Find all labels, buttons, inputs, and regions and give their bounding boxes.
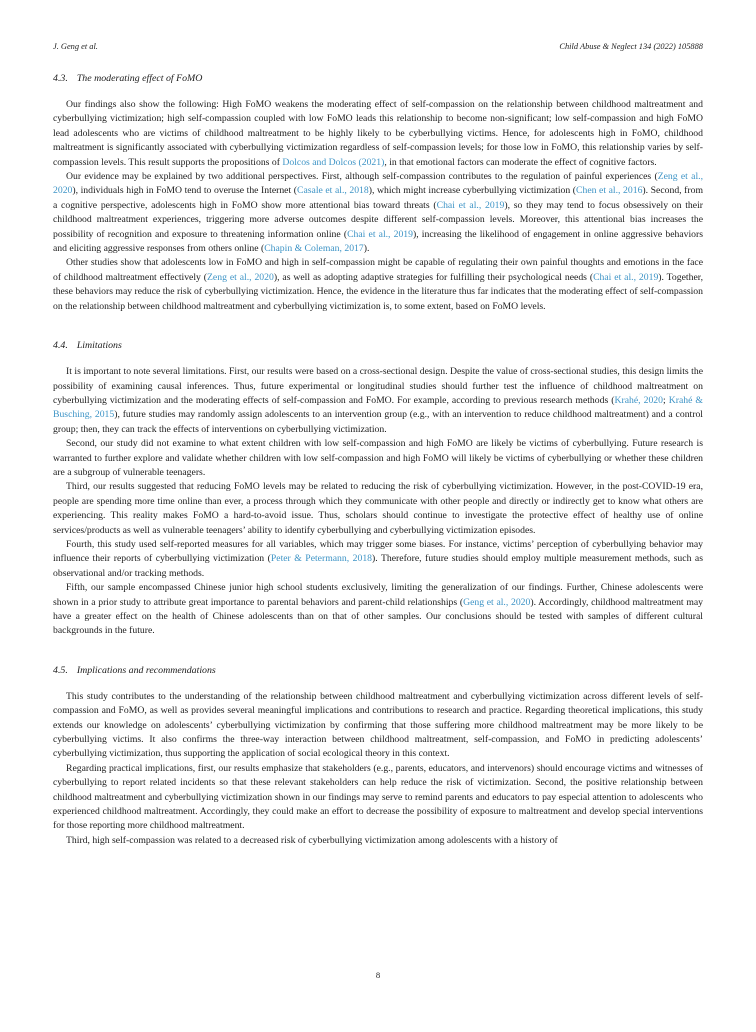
- paragraph: [53, 98, 703, 170]
- page-footer: [0, 970, 756, 980]
- citation-link[interactable]: Krahé & Busching, 2015: [53, 394, 703, 421]
- section-number: 4.5.: [53, 664, 68, 676]
- text-run: ;: [663, 394, 669, 406]
- page-number: 8: [375, 970, 381, 980]
- text-run: ). Therefore, future studies should employ multiple measurement methods, such as observational and/or tracking methods.: [53, 553, 703, 579]
- paragraph: [53, 581, 703, 639]
- text-run: Fifth, our sample encompassed Chinese junior high school students exclusively, limiting the generalization of our findings. Further, Chinese adolescents were shown in a prior study to attribute great importance to parental behaviors and parent-child relationships (: [53, 582, 703, 608]
- citation-link[interactable]: Geng et al., 2020: [463, 596, 531, 608]
- paragraph: [53, 170, 703, 256]
- section-title: Limitations: [76, 340, 122, 352]
- citation-link[interactable]: Zeng et al., 2020: [207, 271, 274, 283]
- running-head: [53, 42, 703, 52]
- paragraph: [53, 437, 703, 480]
- text-run: Other studies show that adolescents low in FoMO and high in self-compassion might be capable of regulating their own painful thoughts and emotions in the face of childhood maltreatment effectively (: [53, 257, 703, 283]
- section-heading: [53, 340, 703, 352]
- text-run: ), so they may tend to focus obsessively on their childhood maltreatment experiences, triggering more adverse outcomes despite different self-compassion levels. Moreover, this attentional bias increases the possibility of recognition and exposure to threatening information online (: [53, 199, 703, 240]
- paragraph: [53, 762, 703, 834]
- section-heading: [53, 665, 703, 677]
- article-body: [53, 73, 703, 848]
- paragraph: [53, 365, 703, 437]
- citation-link[interactable]: Dolcos and Dolcos (2021): [282, 156, 385, 168]
- text-run: Fourth, this study used self-reported measures for all variables, which may trigger some biases. For instance, victims’ perception of cyberbullying behavior may influence their reports of cyberbullying victimization (: [53, 538, 703, 565]
- text-run: ), as well as adopting adaptive strategies for fulfilling their psychological needs (: [273, 271, 594, 283]
- text-run: ), increasing the likelihood of engagement in online aggressive behaviors and eliciting aggressive responses from others online (: [53, 228, 704, 255]
- section-heading: [53, 73, 703, 85]
- text-run: This study contributes to the understanding of the relationship between childhood maltreatment and cyberbullying victimization across different levels of self-compassion and FoMO, as well as provides several meaningful implications and contributions to research and practice. Regarding theoretical implications, this study extends our knowledge on adolescents’ cyberbullying victimization by confirming that those suffering more childhood maltreatment may be more likely to be cyberbullying victims. It also confirms the three-way interaction between childhood maltreatment, self-compassion, and FoMO in predicting adolescents’ cyberbullying victimization, thus supporting the application of social ecological theory in this context.: [53, 690, 703, 760]
- text-run: ), individuals high in FoMO tend to overuse the Internet (: [72, 185, 297, 197]
- paragraph: [53, 834, 703, 848]
- text-run: ). Accordingly, childhood maltreatment may have a greater effect on the health of Chinese adolescents than on that of other samples. Our conclusions should be tested with samples of different cultural backgrounds in the future.: [53, 596, 704, 637]
- citation-link[interactable]: Chapin & Coleman, 2017: [264, 243, 364, 255]
- text-run: It is important to note several limitations. First, our results were based on a cross-sectional design. Despite the value of cross-sectional studies, this design limits the possibility of examining causal inferences. Thus, future experimental or longitudinal studies should further test the influence of childhood maltreatment on cyberbullying victimization and the moderating effects of self-compassion and FoMO. For example, according to previous research methods (: [53, 366, 703, 406]
- text-run: Third, our results suggested that reducing FoMO levels may be related to reducing the risk of cyberbullying victimization. However, in the post-COVID-19 era, people are spending more time online than ever, a process through which they communicate with other people and directly or indirectly get to know what others are experiencing. This reality makes FoMO a hard-to-avoid issue. Thus, scholars should continue to investigate the protective effect of healthy use of online services/products as well as vulnerable teenagers’ ability to identify cyberbullying and cyberbullying victimization episodes.: [53, 481, 703, 536]
- citation-link[interactable]: Krahé, 2020: [614, 394, 663, 406]
- paragraph: [53, 480, 703, 538]
- section-title: Implications and recommendations: [76, 664, 216, 676]
- text-run: ). Second, from a cognitive perspective, adolescents high in FoMO show more attentional bias toward threats (: [53, 185, 703, 211]
- citation-link[interactable]: Chai et al., 2019: [593, 271, 659, 283]
- text-run: Our findings also show the following: High FoMO weakens the moderating effect of self-compassion on the relationship between childhood maltreatment and cyberbullying victimization; high self-compassion coupled with low FoMO leads this relationship to become non-significant; low self-compassion and high FoMO lead adolescents who are victims of childhood maltreatment to be highly likely to be cyberbullying victims. Hence, for adolescents high in FoMO, childhood maltreatment is significantly associated with cyberbullying victimization regardless of self-compassion levels; for those low in FoMO, this relationship varies by self-compassion levels. This result supports the propositions of: [53, 99, 703, 168]
- citation-link[interactable]: Chai et al., 2019: [436, 199, 505, 211]
- paragraph: [53, 690, 703, 762]
- text-run: , in that emotional factors can moderate the effect of cognitive factors.: [384, 156, 657, 168]
- text-run: Third, high self-compassion was related to a decreased risk of cyberbullying victimization among adolescents with a history of: [66, 834, 558, 846]
- text-run: Second, our study did not examine to what extent children with low self-compassion and high FoMO are likely be victims of cyberbullying. Future research is warranted to further explore and validate whether children with low self-compassion and high FoMO will likely be victims of cyberbullying or whether these children are a subgroup of vulnerable teenagers.: [53, 438, 703, 478]
- text-run: ), which might increase cyberbullying victimization (: [368, 185, 577, 197]
- paragraph: [53, 256, 703, 314]
- text-run: ), future studies may randomly assign adolescents to an intervention group (e.g., with an intervention to reduce childhood maltreatment) and a control group; then, they can track the effects of interventions on cyberbullying victimization.: [53, 409, 704, 435]
- citation-link[interactable]: Chai et al., 2019: [347, 228, 413, 240]
- citation-link[interactable]: Chen et al., 2016: [576, 185, 643, 197]
- section-number: 4.4.: [53, 340, 68, 352]
- citation-link[interactable]: Peter & Petermann, 2018: [270, 553, 373, 565]
- text-run: Regarding practical implications, first, our results emphasize that stakeholders (e.g., parents, educators, and intervenors) should encourage victims and witnesses of cyberbullying to report related incidents so that these relevant stakeholders can help reduce the risk of victimization. Second, the positive relationship between childhood maltreatment and cyberbullying victimization shown in our findings may serve to remind parents and educators to pay especial attention to adolescents who experienced childhood maltreatment. Accordingly, they could make an effort to decrease the possibility of exposure to maltreatment and develop special interventions for those reporting more childhood maltreatment.: [53, 762, 703, 832]
- text-run: ). Together, these behaviors may reduce the risk of cyberbullying victimization. Hence, the evidence in the literature thus far indicates that the moderating effect of self-compassion on the relationship between childhood maltreatment and cyberbullying victimization is, to some extent, based on FoMO levels.: [53, 271, 703, 312]
- citation-link[interactable]: Zeng et al., 2020: [53, 171, 703, 197]
- text-run: ).: [363, 243, 370, 255]
- running-head-journal: Child Abuse & Neglect 134 (2022) 105888: [559, 42, 703, 51]
- text-run: Our evidence may be explained by two additional perspectives. First, although self-compassion contributes to the regulation of painful experiences (: [66, 171, 658, 183]
- citation-link[interactable]: Casale et al., 2018: [296, 185, 369, 197]
- section-title: The moderating effect of FoMO: [76, 73, 203, 84]
- running-head-authors: J. Geng et al.: [53, 42, 98, 51]
- section-number: 4.3.: [53, 73, 68, 84]
- paragraph: [53, 538, 703, 581]
